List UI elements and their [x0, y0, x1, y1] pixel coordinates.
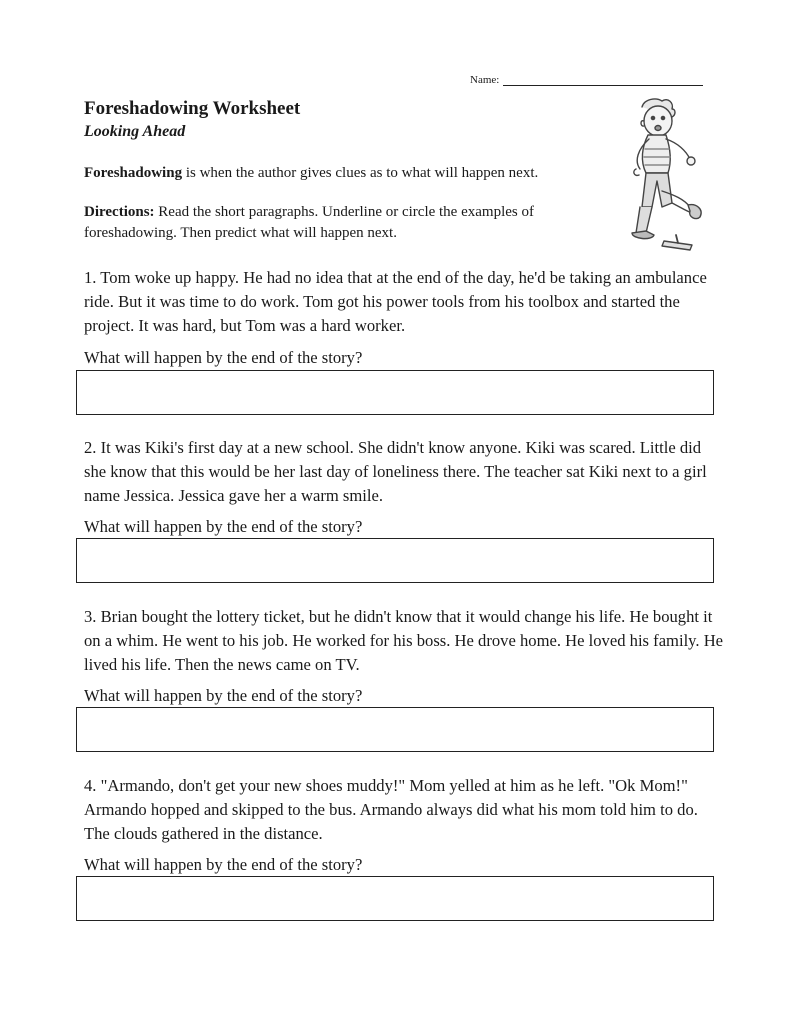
answer-box-1[interactable] — [76, 370, 714, 415]
question-3: What will happen by the end of the story? — [84, 686, 363, 705]
answer-box-2[interactable] — [76, 538, 714, 583]
passage-1: 1. Tom woke up happy. He had no idea that at the end of the day, he'd be taking an ambulance ride. But it was time to do work. Tom got his power tools from his toolbox and started the project. It was hard, but Tom was a hard worker. — [84, 268, 707, 335]
passage-4: 4. "Armando, don't get your new shoes muddy!" Mom yelled at him as he left. "Ok Mom!" Armando hopped and skipped to the bus. Armando always did what his mom told him to do. The clouds gathered in the distance. — [84, 776, 698, 843]
worksheet-title: Foreshadowing Worksheet — [84, 98, 301, 119]
question-2: What will happen by the end of the story? — [84, 517, 363, 536]
worksheet-subtitle: Looking Ahead — [84, 123, 186, 140]
name-label: Name: — [470, 74, 500, 86]
definition-text: is when the author gives clues as to what will happen next. — [182, 165, 539, 181]
directions-paragraph — [84, 202, 554, 244]
directions-label: Directions: — [84, 204, 155, 220]
question-1: What will happen by the end of the story? — [84, 348, 363, 367]
boy-stepping-on-nail-icon — [612, 95, 707, 255]
definition-paragraph — [84, 163, 604, 184]
name-blank-line[interactable] — [503, 74, 703, 86]
answer-box-4[interactable] — [76, 876, 714, 921]
passage-3: 3. Brian bought the lottery ticket, but he didn't know that it would change his life. He bought it on a whim. He went to his job. He worked for his boss. He drove home. He loved his family. He lived his life. Then the news came on TV. — [84, 607, 724, 674]
definition-term: Foreshadowing — [84, 165, 183, 181]
directions-text: Read the short paragraphs. Underline or circle the examples of foreshadowing. Then predict what will happen next. — [84, 204, 534, 241]
name-field — [470, 74, 703, 86]
question-4: What will happen by the end of the story? — [84, 855, 363, 874]
answer-box-3[interactable] — [76, 707, 714, 752]
passage-2: 2. It was Kiki's first day at a new school. She didn't know anyone. Kiki was scared. Little did she know that this would be her last day of loneliness there. The teacher sat Kiki next to a girl name Jessica. Jessica gave her a warm smile. — [84, 438, 707, 505]
